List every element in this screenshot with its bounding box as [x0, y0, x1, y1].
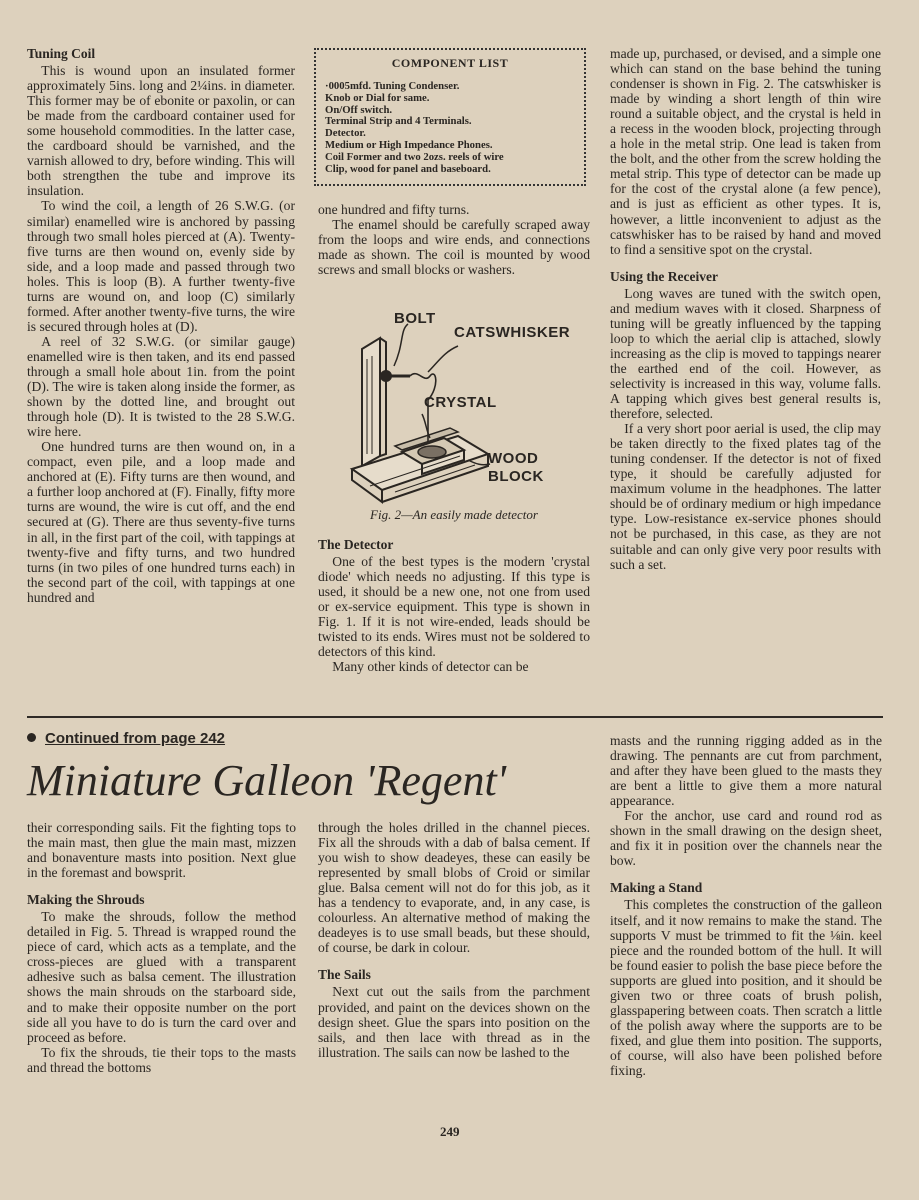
bolt-label: BOLT — [394, 310, 436, 327]
component-list-title: COMPONENT LIST — [391, 56, 509, 70]
continued-text: Continued from page 242 — [45, 730, 226, 747]
wood-label: WOOD — [488, 450, 539, 467]
continued-link — [27, 730, 225, 747]
component-item: Coil Former and two 2ozs. reels of wire — [325, 150, 504, 163]
paragraph: masts and the running rigging added as in the drawing. The pennants are cut from parchment, and after they have been glued to the masts they are bent a little to give them a more natural appearance. — [610, 733, 882, 809]
paragraph: The enamel should be carefully scraped away from the loops and wire ends, and connections made as shown. The coil is mounted by wood screws and small blocks or washers. — [318, 217, 590, 278]
paragraph: Next cut out the sails from the parchment provided, and paint on the devices shown on the design sheet. Glue the spars into position on the sails, and then lace with thread as in the illustration. The sails can now be lashed to the — [318, 984, 590, 1060]
using-receiver-heading: Using the Receiver — [610, 268, 718, 284]
component-list-box — [314, 48, 586, 186]
detector-heading: The Detector — [318, 537, 394, 552]
detector-column — [318, 537, 590, 674]
paragraph: Long waves are tuned with the switch open, and medium waves with it closed. Sharpness of tuning will be greatly influenced by the tapping loop to which the aerial clip is attached, slowly increasing as the clip is moved to tappings nearer the earthed end of the coil. However, as selectivity is increased in this way, volume falls. A tapping which gives best general results is, therefore, selected. — [610, 285, 881, 422]
paragraph: If a very short poor aerial is used, the clip may be taken directly to the fixed plates tag of the tuning condenser. If the detector is not of fixed type, it should be carefully adjusted for maximum volume in the headphones. The latter should be of ordinary medium or high impedance type. Low-resistance ex-service phones should not be purchased, in this case, as they are not suitable and can only give very poor results with such a set. — [610, 421, 881, 572]
tuning-coil-heading: Tuning Coil — [27, 46, 96, 61]
crystal-label: CRYSTAL — [424, 394, 497, 411]
component-item: Clip, wood for panel and baseboard. — [325, 162, 491, 175]
paragraph: To fix the shrouds, tie their tops to the masts and thread the bottoms — [27, 1044, 296, 1075]
paragraph: One hundred turns are then wound on, in a compact, even pile, and a loop made and anchored at (E). Fifty turns are then wound, and a further loop anchored at (F). Finally, fifty more turns are wound, the wire is cut off, and the end secured at (G). There are thus seventy-five turns in all, in the first part of the coil, with tappings at twenty-five and fifty turns, and two hundred turns (in two piles of one hundred turns each) in the second part of the coil, with tappings at one hundred and — [27, 439, 295, 605]
catswhisker-label: CATSWHISKER — [454, 324, 571, 341]
making-shrouds-heading: Making the Shrouds — [27, 892, 145, 908]
component-item: Terminal Strip and 4 Terminals. — [325, 115, 472, 128]
galleon-column-1 — [27, 820, 296, 1075]
component-item: Knob or Dial for same. — [325, 91, 430, 104]
paragraph: One of the best types is the modern 'crystal diode' which needs no adjusting. If this type is used, it should be a new one, not one from used or ex-service equipment. This type is shown in Fig. 1. If it is not wire-ended, leads should be twisted to its ends. Wires must not be soldered to detectors of this kind. — [318, 554, 590, 660]
paragraph: Many other kinds of detector can be — [332, 659, 529, 675]
article-headline: Miniature Galleon 'Regent' — [27, 756, 507, 805]
section-divider — [27, 716, 883, 718]
figure-caption: Fig. 2—An easily made detector — [370, 507, 538, 522]
block-label: BLOCK — [488, 468, 544, 485]
receiver-column — [610, 46, 881, 572]
paragraph: To make the shrouds, follow the method detailed in Fig. 5. Thread is wrapped round the piece of card, which acts as a template, and the cross-pieces are glued with a transparent adhesive such as balsa cement. The illustration shows the main shrouds on the starboard side, and to make their opposite number on the port side all you have to do is turn the card over and proceed as before. — [27, 909, 296, 1045]
paragraph: For the anchor, use card and round rod as shown in the small drawing on the design sheet, and fix it in position over the channels near the bow. — [610, 808, 882, 869]
coil-continued-column — [318, 202, 590, 277]
paragraph: This is wound upon an insulated former approximately 5ins. long and 2¼ins. in diameter. This former may be of ebonite or paxolin, or can be made from the cardboard container used for some household commodities. In the latter case, the cardboard should be varnished, and the varnish allowed to dry, before winding. This will both strengthen the tube and improve its insulation. — [27, 63, 295, 199]
paragraph: This completes the construction of the galleon itself, and it now remains to make the stand. The supports V must be trimmed to fit the ⅛in. keel piece and the rounded bottom of the hull. It will be found easier to polish the base piece before the supports are glued into position, and it should be given two or three coats of brush polish, glasspapering between coats. Then scratch a little of the polish away where the supports are to be fixed, and glue them into position. The supports, of course, will also have been polished before fixing. — [610, 897, 882, 1078]
component-item: ·0005mfd. Tuning Condenser. — [325, 80, 460, 92]
paragraph: To wind the coil, a length of 26 S.W.G. (or similar) enamelled wire is anchored by passing through two small holes pierced at (A). Twenty-five turns are then wound on, evenly side by side, and a loop made and passed through two holes. This is loop (B). A further twenty-five turns are wound on, and loop (C) similarly formed. After another twenty-five turns, the wire is secured through holes at (D). — [27, 198, 295, 334]
galleon-column-2 — [318, 820, 590, 1060]
component-item: On/Off switch. — [325, 103, 393, 116]
bullet-icon — [27, 733, 36, 742]
tuning-coil-column — [27, 46, 295, 605]
paragraph: their corresponding sails. Fit the fighting tops to the main mast, then glue the main mast, mizzen and bonaventure masts into position. Next glue in the foremast and bowsprit. — [27, 820, 296, 881]
sails-heading: The Sails — [318, 967, 371, 983]
detector-figure — [340, 304, 572, 510]
component-item: Medium or High Impedance Phones. — [325, 138, 493, 151]
paragraph: one hundred and fifty turns. — [318, 202, 470, 217]
paragraph: through the holes drilled in the channel pieces. Fix all the shrouds with a dab of balsa cement. If you wish to show deadeyes, these can easily be represented by small blobs of Croid or similar glue. Balsa cement will not do for this job, as it has a tendency to evaporate, and, in any case, is colourless. An alternative method of making the deadeyes is to use small beads, but these should, of course, be dark in colour. — [318, 820, 590, 956]
paragraph: made up, purchased, or devised, and a simple one which can stand on the base behind the tuning condenser is shown in Fig. 2. The catswhisker is made by winding a short length of thin wire round a suitable object, and the crystal is held in a recess in the wooden block, projecting through a hole in the metal strip. One lead is taken from the bolt, and the other from the screw holding the metal strip. This type of detector can be made up for the cost of the crystal alone (a few pence), and is just as efficient as other types. It is, however, a little inconvenient to adjust as the catswhisker has to be raised by hand and moved to find a sensitive spot on the crystal. — [610, 46, 881, 257]
page-number: 249 — [440, 1124, 460, 1139]
making-stand-heading: Making a Stand — [610, 880, 703, 896]
component-item: Detector. — [325, 127, 366, 140]
galleon-column-3 — [610, 733, 882, 1078]
paragraph: A reel of 32 S.W.G. (or similar gauge) enamelled wire is then taken, and its end passed through a small hole about 1in. from the point (D). The wire is taken along inside the former, as shown by the dotted line, and brought out through hole (D). It is twisted to the 28 S.W.G. wire here. — [27, 333, 295, 440]
